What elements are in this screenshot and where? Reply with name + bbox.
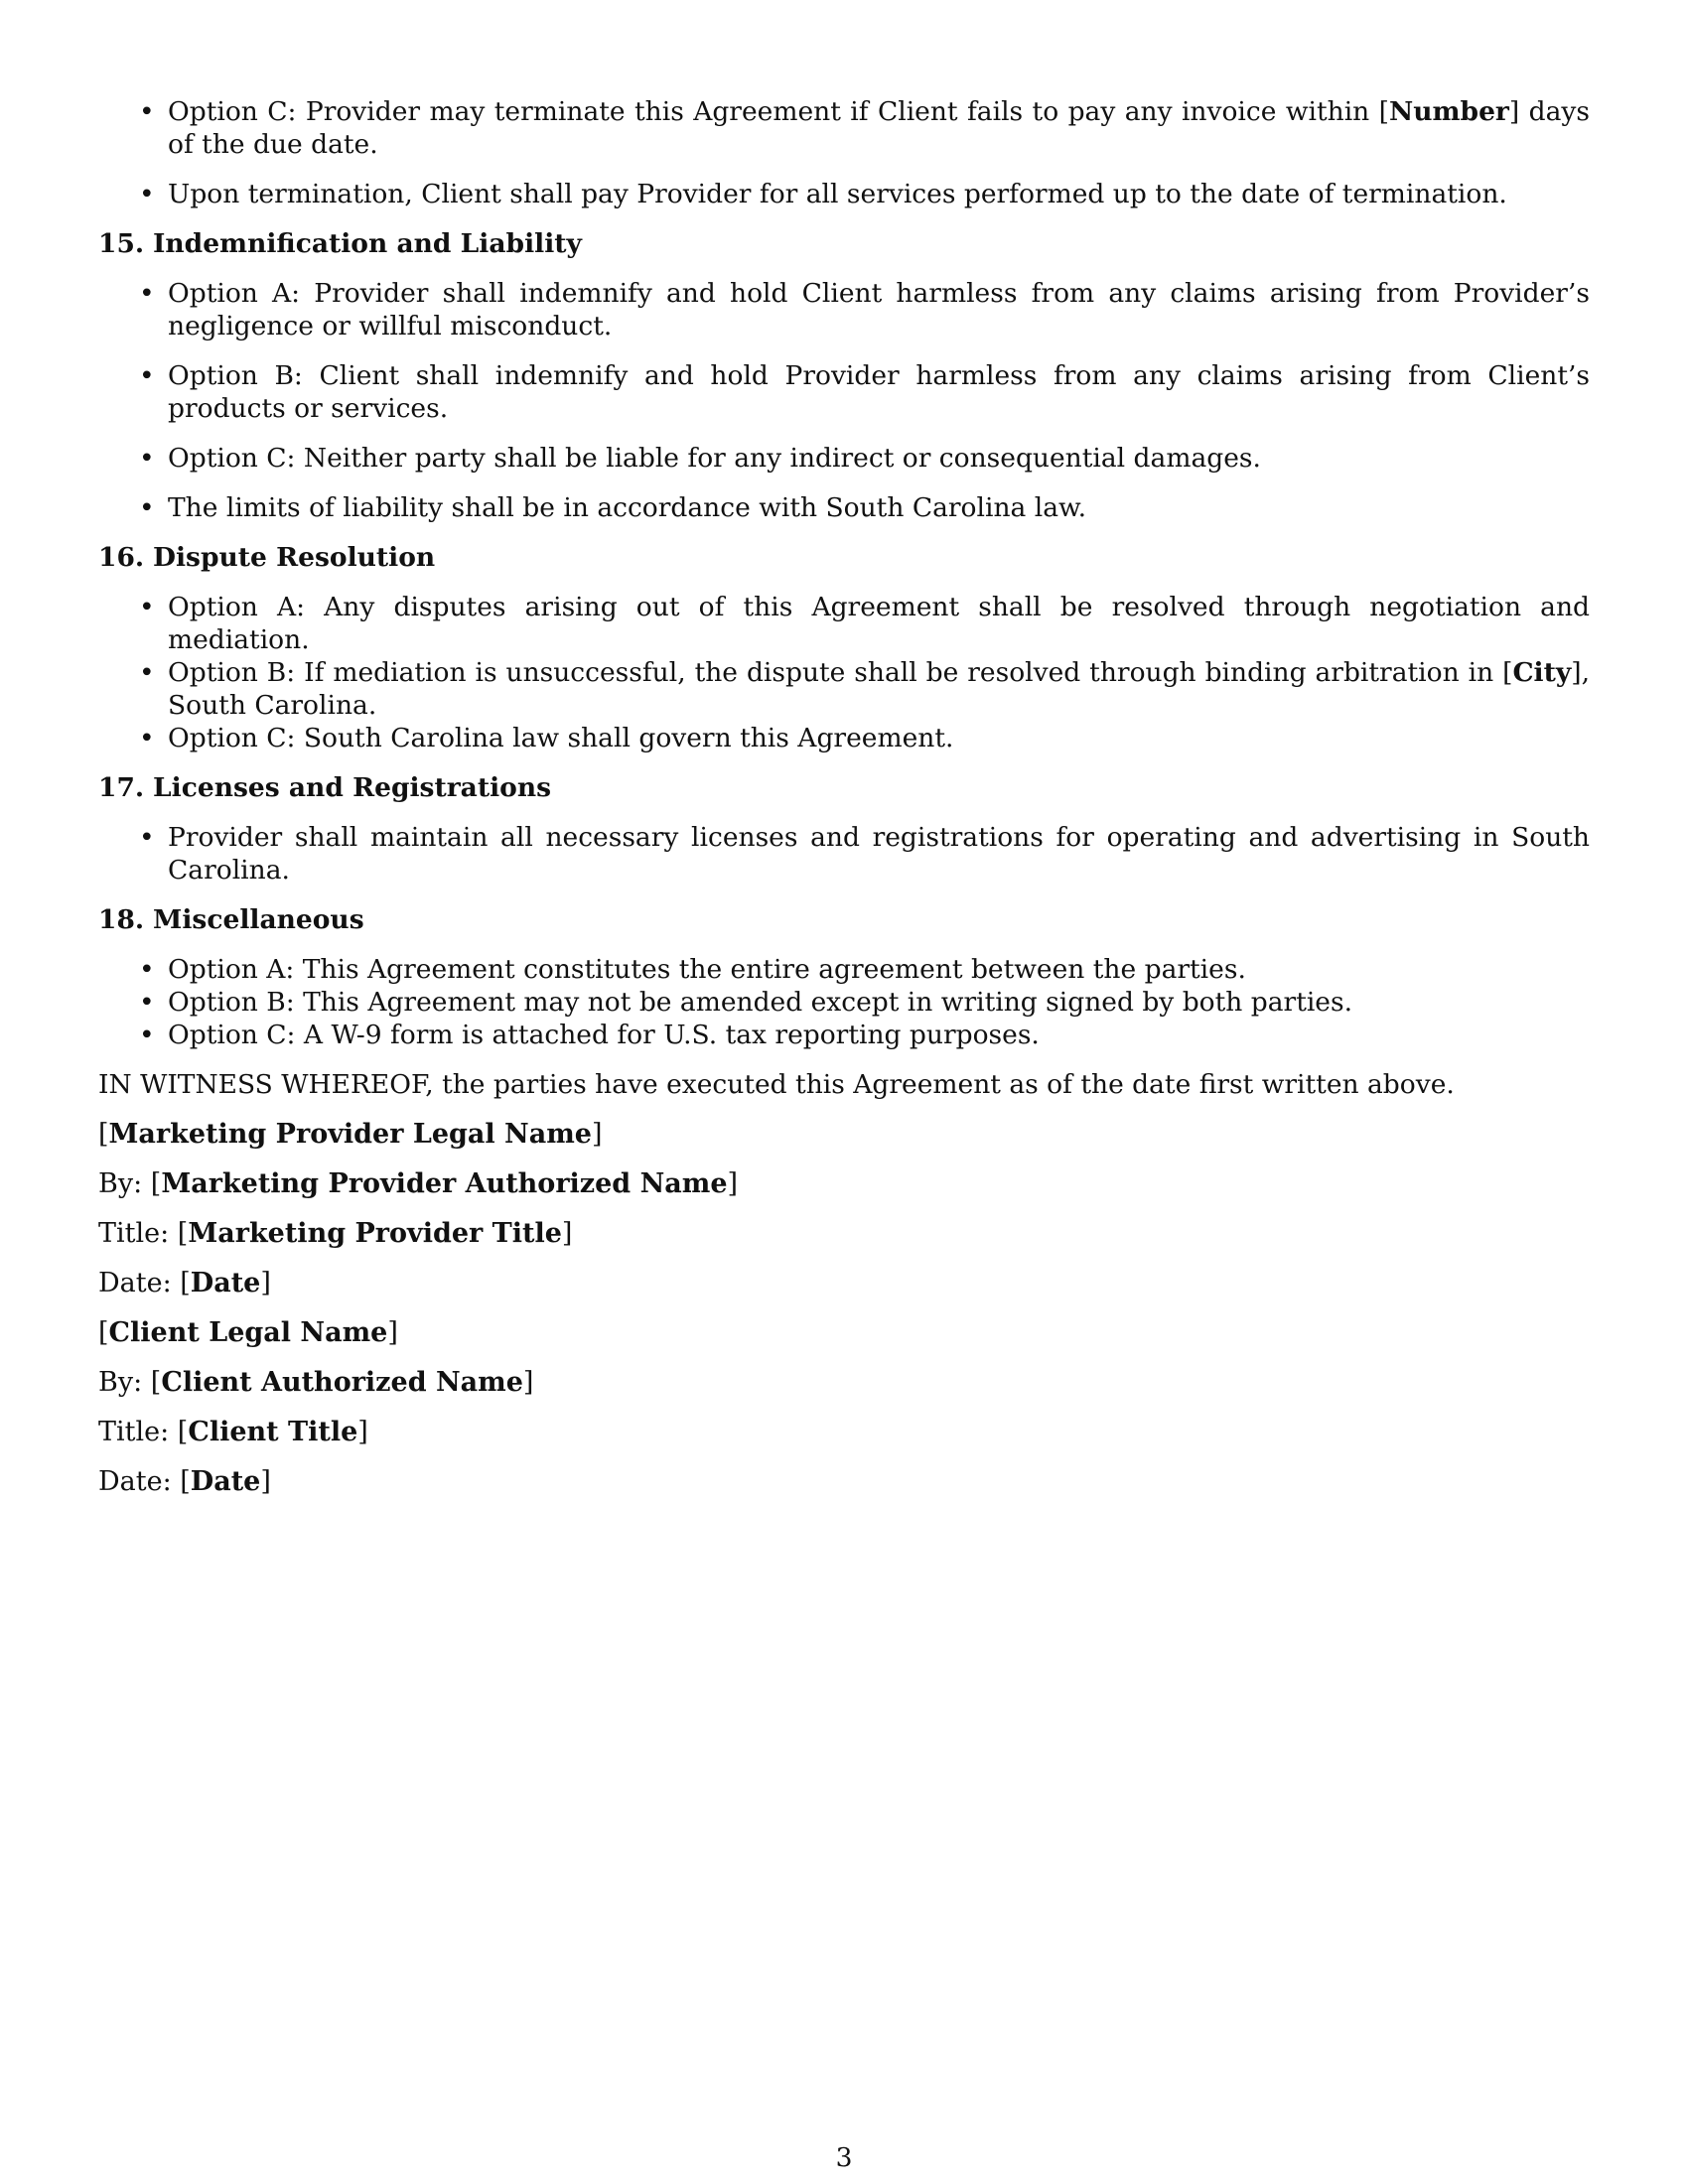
placeholder-field: Number — [1389, 96, 1509, 127]
list-item — [98, 591, 1590, 656]
section-number: 16. — [98, 542, 145, 573]
section-list — [98, 277, 1590, 524]
section-number: 18. — [98, 904, 145, 935]
section-heading — [98, 903, 1590, 936]
carryover-list — [98, 95, 1590, 210]
placeholder-field: Client Legal Name — [108, 1317, 388, 1348]
field-label: Date: — [98, 1268, 172, 1298]
item-text: Option C: Neither party shall be liable for any indirect or consequential damages. — [168, 443, 1261, 474]
item-text: Option B: If mediation is unsuccessful, the dispute shall be resolved through binding arbitration in [ — [168, 657, 1513, 688]
list-item — [98, 491, 1590, 524]
item-text: Option A: Any disputes arising out of this Agreement shall be resolved through negotiation and mediation. — [168, 592, 1590, 655]
item-text: Option A: This Agreement constitutes the entire agreement between the parties. — [168, 954, 1246, 985]
provider-legal-name-line: [Marketing Provider Legal Name] — [98, 1119, 603, 1150]
list-item — [98, 722, 1590, 754]
field-label: By: — [98, 1168, 143, 1199]
list-item — [98, 178, 1590, 210]
signature-block — [98, 1118, 1590, 1498]
item-text: Option A: Provider shall indemnify and hold Client harmless from any claims arising from Provider’s negligence or willful misconduct. — [168, 278, 1590, 341]
client-date-line: Date: [Date] — [98, 1466, 271, 1497]
section-title: Indemnification and Liability — [153, 228, 582, 259]
placeholder-field: Client Title — [188, 1417, 358, 1447]
list-item — [98, 442, 1590, 475]
field-label: By: — [98, 1367, 143, 1398]
placeholder-field: Marketing Provider Legal Name — [108, 1119, 592, 1150]
field-label: Title: — [98, 1417, 170, 1447]
page-number: 3 — [835, 2142, 853, 2173]
field-label: Date: — [98, 1466, 172, 1497]
section-heading — [98, 771, 1590, 804]
witness-clause: IN WITNESS WHEREOF, the parties have executed this Agreement as of the date first written above. — [98, 1069, 1455, 1100]
placeholder-field: Marketing Provider Title — [188, 1218, 562, 1249]
item-text: ], South Carolina. — [168, 657, 1590, 721]
list-item — [98, 656, 1590, 722]
section-list — [98, 953, 1590, 1051]
item-text: The limits of liability shall be in accordance with South Carolina law. — [168, 492, 1086, 523]
section-title: Licenses and Registrations — [153, 772, 552, 803]
list-item — [98, 953, 1590, 986]
section-number: 15. — [98, 228, 145, 259]
provider-title-line: Title: [Marketing Provider Title] — [98, 1218, 573, 1249]
section-title: Miscellaneous — [153, 904, 364, 935]
list-item — [98, 95, 1590, 161]
section-list — [98, 591, 1590, 754]
item-text: Option C: A W-9 form is attached for U.S. tax reporting purposes. — [168, 1020, 1040, 1050]
item-text: Option B: Client shall indemnify and hold Provider harmless from any claims arising from Client’s products or services. — [168, 360, 1590, 424]
client-by-line: By: [Client Authorized Name] — [98, 1367, 534, 1398]
placeholder-field: Client Authorized Name — [161, 1367, 523, 1398]
provider-by-line: By: [Marketing Provider Authorized Name] — [98, 1168, 739, 1199]
document-page — [98, 95, 1590, 1515]
item-text: ] days of the due date. — [168, 96, 1590, 160]
placeholder-field: Date — [190, 1466, 261, 1497]
list-item — [98, 277, 1590, 342]
placeholder-field: Marketing Provider Authorized Name — [161, 1168, 728, 1199]
item-text: Option B: This Agreement may not be amended except in writing signed by both parties. — [168, 987, 1353, 1018]
section-list — [98, 821, 1590, 887]
section-number: 17. — [98, 772, 145, 803]
section-title: Dispute Resolution — [153, 542, 436, 573]
client-title-line: Title: [Client Title] — [98, 1417, 368, 1447]
section-heading — [98, 541, 1590, 574]
item-text: Upon termination, Client shall pay Provider for all services performed up to the date of termination. — [168, 179, 1507, 209]
list-item — [98, 1019, 1590, 1051]
item-text: Option C: Provider may terminate this Agreement if Client fails to pay any invoice within [ — [168, 96, 1390, 127]
client-legal-name-line: [Client Legal Name] — [98, 1317, 398, 1348]
list-item — [98, 359, 1590, 425]
section-heading — [98, 227, 1590, 260]
list-item — [98, 986, 1590, 1019]
provider-date-line: Date: [Date] — [98, 1268, 271, 1298]
item-text: Provider shall maintain all necessary licenses and registrations for operating and advertising in South Carolina. — [168, 822, 1590, 886]
placeholder-field: Date — [190, 1268, 261, 1298]
list-item — [98, 821, 1590, 887]
placeholder-field: City — [1512, 657, 1572, 688]
field-label: Title: — [98, 1218, 170, 1249]
item-text: Option C: South Carolina law shall govern this Agreement. — [168, 723, 954, 753]
